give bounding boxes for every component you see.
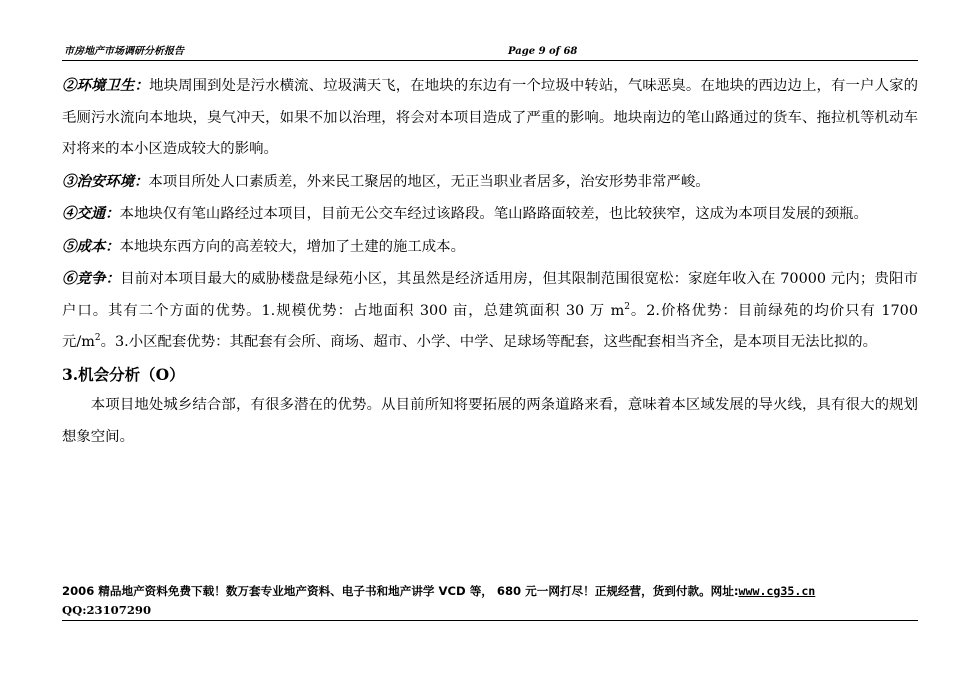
paragraph-label: ②环境卫生： [62, 77, 150, 94]
paragraph-opportunity: 本项目地处城乡结合部，有很多潜在的优势。从目前所知将要拓展的两条道路来看，意味着本区域发展的导火线，具有很大的规划想象空间。 [62, 397, 918, 445]
paragraph-text: 地块周围到处是污水横流、垃圾满天飞，在地块的东边有一个垃圾中转站，气味恶臭。在地块的西边边上，有一户人家的毛厕污水流向本地块，臭气冲天，如果不加以治理，将会对本项目造成了严重的影响。地块南边的笔山路通过的货车、拖拉机等机动车对将来的本小区造成较大的影响。 [62, 78, 918, 157]
section-heading: 3.机会分析（O） [62, 364, 185, 384]
paragraph-traffic [62, 198, 918, 231]
paragraph-cost [62, 231, 918, 264]
page-number: Page 9 of 68 [508, 46, 578, 57]
paragraph-text: 目前对本项目最大的威胁楼盘是绿苑小区，其虽然是经济适用房，但其限制范围很宽松：家庭年收入在 70000 元内；贵阳市户口。其有二个方面的优势。1.规模优势：占地面积 300 亩，总建筑面积 30 万 m [62, 271, 918, 319]
paragraph-label: ④交通： [62, 205, 120, 222]
paragraph-text: 。3.小区配套优势：其配套有会所、商场、超市、小学、中学、足球场等配套，这些配套相当齐全，是本项目无法比拟的。 [100, 334, 878, 350]
paragraph-label: ⑤成本： [62, 237, 120, 255]
paragraph-security [62, 166, 918, 199]
paragraph-label: ③治安环境： [62, 172, 149, 190]
paragraph-text: 。2.价格优势：目前绿苑的均价只有 1700 元/m [62, 302, 918, 350]
superscript: 2 [624, 301, 630, 312]
page-content [62, 70, 918, 453]
page-footer [62, 582, 918, 621]
paragraph-text: 本地块东西方向的高差较大，增加了土建的施工成本。 [119, 238, 465, 255]
paragraph-competition [62, 263, 918, 359]
paragraph-text: 本项目所处人口素质差，外来民工聚居的地区，无正当职业者居多，治安形势非常严峻。 [148, 173, 710, 190]
paragraph-label: ⑥竞争： [62, 270, 121, 287]
document-page [62, 40, 918, 453]
footer-url-link[interactable]: www.cg35.cn [738, 584, 816, 598]
paragraph-environment [62, 70, 918, 166]
page-header [62, 40, 918, 61]
footer-qq: QQ:23107290 [62, 603, 152, 617]
footer-ad-text: 2006 精品地产资料免费下载！数万套专业地产资料、电子书和地产讲学 VCD 等， 680 元一网打尽！正规经营，货到付款。网址: [62, 584, 739, 598]
paragraph-text: 本地块仅有笔山路经过本项目，目前无公交车经过该路段。笔山路路面较差，也比较狭窄，这成为本项目发展的颈瓶。 [119, 206, 868, 222]
footer-ad [62, 582, 918, 601]
superscript: 2 [94, 333, 101, 344]
report-title: 市房地产市场调研分析报告 [64, 46, 184, 57]
